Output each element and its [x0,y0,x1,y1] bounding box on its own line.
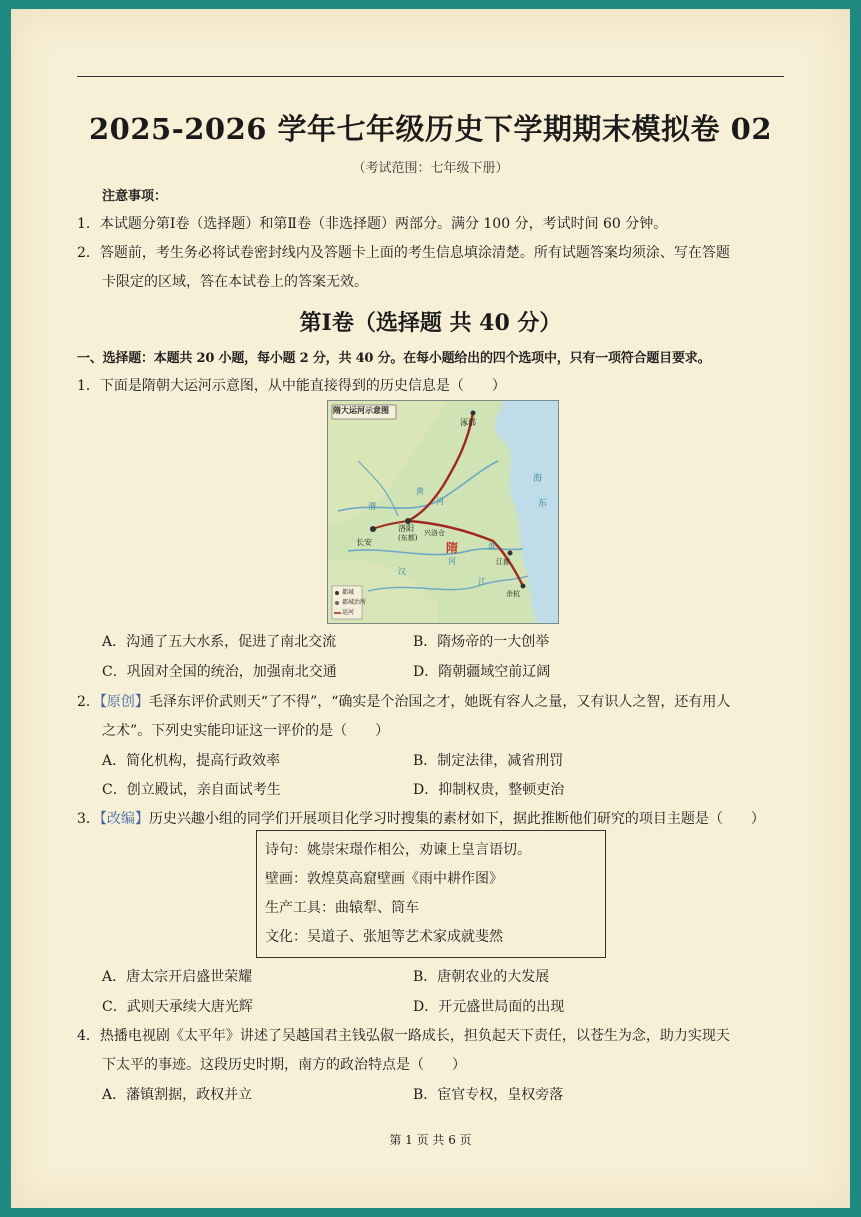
map-title: 隋大运河示意图 [333,406,389,415]
question-4-stem: 4．热播电视剧《太平年》讲述了吴越国君主钱弘俶一路成长，担负起天下责任，以苍生为念，助力实现天 [77,1028,730,1044]
map-label: 长安 [356,538,372,547]
q3-text: 历史兴趣小组的同学们开展项目化学习时搜集的素材如下，据此推断他们研究的项目主题是（ ） [148,811,765,827]
q2-text: 毛泽东评价武则天“了不得”，“确实是个治国之才，她既有容人之量，又有识人之智，还有用人 [148,694,731,710]
q3-option-d[interactable]: D．开元盛世局面的出现 [413,999,565,1015]
q3-option-c[interactable]: C．武则天承续大唐光辉 [102,999,253,1015]
q1-option-c[interactable]: C．巩固对全国的统治，加强南北交通 [102,664,337,680]
q1-option-a[interactable]: A．沟通了五大水系，促进了南北交流 [102,634,337,650]
legend-canal: 运河 [342,609,355,616]
q1-option-b[interactable]: B．隋炀帝的一大创举 [413,634,550,650]
q4-option-b[interactable]: B．宦官专权，皇权旁落 [413,1087,564,1103]
exam-scope: （考试范围：七年级下册） [352,161,509,176]
notice-heading: 注意事项： [102,189,168,204]
map-label: 江都 [496,558,510,566]
question-1-stem: 1．下面是隋朝大运河示意图，从中能直接得到的历史信息是（ ） [77,378,506,394]
q2-number: 2． [77,694,100,710]
material-line: 诗句：姚崇宋璟作相公，劝谏上皇言语切。 [265,842,531,858]
map-label: (东都) [398,534,418,542]
map-label: 隋 [446,541,459,555]
map-label: 河 [448,557,456,566]
q3-tag: 【改编】 [99,811,149,827]
legend-capital: 都城 [342,589,355,596]
q2-option-c[interactable]: C．创立殿试，亲自面试考生 [102,782,281,798]
legend-prefecture: 郡城治所 [342,599,367,606]
material-line: 文化：吴道子、张旭等艺术家成就斐然 [265,929,503,945]
top-rule [77,76,784,77]
notice-item: 1．本试题分第Ⅰ卷（选择题）和第Ⅱ卷（非选择题）两部分。满分 100 分，考试时间 60 分钟。 [77,216,668,232]
map-label: 兴洛仓 [424,529,445,537]
notice-item-cont: 卡限定的区域，答在本试卷上的答案无效。 [102,274,368,290]
question-3-stem [77,808,765,828]
map-legend [342,588,366,618]
map-label: 渭 [368,502,376,511]
map-label: 洛阳 [398,524,414,533]
q3-material-box [256,830,606,958]
map-label: 汉 [398,567,406,576]
map-label: 涿郡 [460,418,476,427]
map-label: 河 [436,497,444,506]
map-label: 海 [533,474,543,484]
map-label: 江 [478,577,486,586]
question-4-stem-cont: 下太平的事迹。这段历史时期，南方的政治特点是（ ） [102,1057,466,1073]
q3-number: 3． [77,811,100,827]
section-title: 第Ⅰ卷（选择题 共 40 分） [299,310,562,336]
q3-option-b[interactable]: B．唐朝农业的大发展 [413,969,550,985]
question-2-stem [77,691,730,711]
material-line: 生产工具：曲辕犁、筒车 [265,900,419,916]
notice-item: 2．答题前，考生务必将试卷密封线内及答题卡上面的考生信息填涂清楚。所有试题答案均须涂、写在答题 [77,245,730,261]
q4-option-a[interactable]: A．藩镇割据，政权并立 [102,1087,253,1103]
q2-option-a[interactable]: A．简化机构，提高行政效率 [102,753,281,769]
section-intro: 一、选择题：本题共 20 小题，每小题 2 分，共 40 分。在每小题给出的四个选项中，只有一项符合题目要求。 [77,351,711,366]
q2-tag: 【原创】 [99,694,149,710]
q3-option-a[interactable]: A．唐太宗开启盛世荣耀 [102,969,253,985]
page-title: 2025-2026 学年七年级历史下学期期末模拟卷 02 [88,112,772,146]
q1-option-d[interactable]: D．隋朝疆域空前辽阔 [413,664,551,680]
page-footer: 第 1 页 共 6 页 [389,1133,472,1147]
map-label: 东 [538,499,548,509]
question-2-stem-cont: 之术”。下列史实能印证这一评价的是（ ） [102,723,390,739]
q2-option-b[interactable]: B．制定法律，减省刑罚 [413,753,564,769]
map-label: 余杭 [506,590,520,598]
grand-canal-map [327,400,559,624]
exam-page [11,9,850,1208]
map-label: 黄 [416,487,424,496]
material-line: 壁画：敦煌莫高窟壁画《雨中耕作图》 [265,871,503,887]
q2-option-d[interactable]: D．抑制权贵，整顿吏治 [413,782,565,798]
map-label: 淮 [488,542,496,551]
